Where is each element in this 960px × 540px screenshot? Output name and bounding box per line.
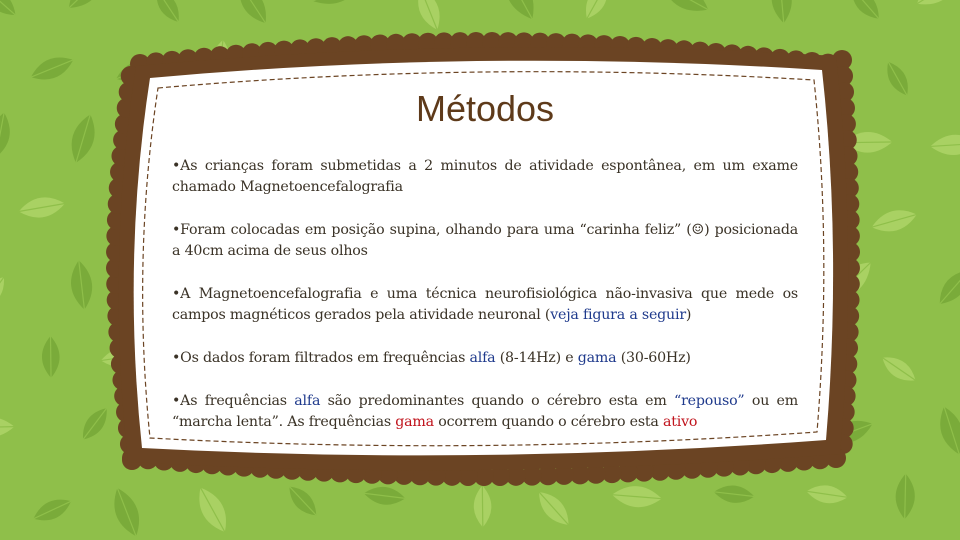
bullet-text: (30-60Hz) [616, 350, 691, 366]
highlighted-term: gama [395, 414, 434, 430]
bullet-item [172, 284, 798, 326]
bullet-text: •Foram colocadas em posição supina, olhando para uma “carinha feliz” (☺) posicionada a 40cm acima de seus olhos [172, 222, 798, 259]
bullet-item [172, 348, 798, 369]
bullet-text: ocorrem quando o cérebro esta [433, 414, 663, 430]
highlighted-term: alfa [294, 393, 321, 409]
bullet-text: (8-14Hz) e [495, 350, 578, 366]
highlighted-term: gama [577, 350, 617, 366]
bullet-text: ) [685, 307, 692, 323]
bullet-item [172, 156, 798, 198]
highlighted-term: alfa [469, 350, 496, 366]
bullet-text: ou em “marcha lenta”. As frequências [172, 393, 798, 430]
bullet-text: •Os dados foram filtrados em frequências [172, 350, 470, 366]
bullet-text: •A Magnetoencefalografia e uma técnica neurofisiológica não-invasiva que mede os campos magnéticos gerados pela atividade neuronal ( [172, 286, 798, 323]
bullet-text: •As frequências [172, 393, 295, 409]
highlighted-term: “repouso” [674, 393, 745, 409]
bullet-list [172, 156, 798, 455]
highlighted-term: ativo [662, 414, 698, 430]
bullet-text: são predominantes quando o cérebro esta em [320, 393, 675, 409]
bullet-item [172, 220, 798, 262]
slide-title: Métodos [415, 88, 555, 129]
highlighted-term: veja figura a seguir [550, 307, 686, 323]
bullet-item [172, 391, 798, 433]
bullet-text: •As crianças foram submetidas a 2 minutos de atividade espontânea, em um exame chamado Magnetoencefalografia [172, 158, 798, 195]
